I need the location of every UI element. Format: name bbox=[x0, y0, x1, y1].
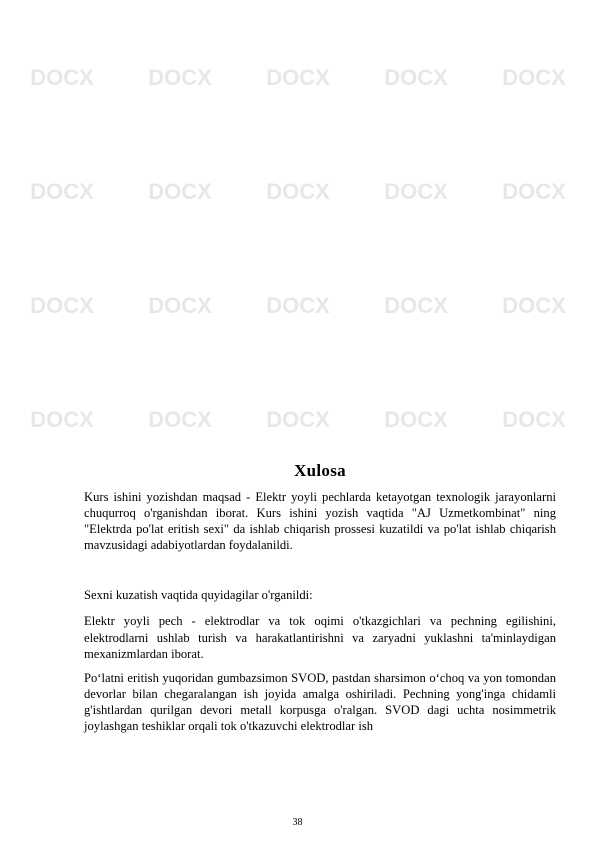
paragraph-furnace-description: Elektr yoyli pech - elektrodlar va tok oqimi o'tkazgichlari va pechning egilishini, elektrodlarni ushlab turish va harakatlantirishni va zaryadni yuklashni ta'minlaydigan mexanizmlardan iborat. bbox=[84, 614, 556, 661]
watermark: DOCX bbox=[148, 179, 212, 204]
watermark: DOCX bbox=[266, 293, 330, 318]
paragraph-observations-intro: Sexni kuzatish vaqtida quyidagilar o'rganildi: bbox=[84, 588, 313, 603]
watermark: DOCX bbox=[266, 407, 330, 432]
watermark: DOCX bbox=[30, 65, 94, 90]
watermark: DOCX bbox=[384, 293, 448, 318]
watermark: DOCX bbox=[502, 179, 566, 204]
watermark: DOCX bbox=[384, 179, 448, 204]
watermark: DOCX bbox=[30, 179, 94, 204]
page-number: 38 bbox=[292, 817, 303, 828]
watermark: DOCX bbox=[148, 293, 212, 318]
watermark: DOCX bbox=[266, 179, 330, 204]
document-body bbox=[84, 461, 556, 734]
watermark: DOCX bbox=[30, 293, 94, 318]
paragraph-melting-process: Po‘latni eritish yuqoridan gumbazsimon SVOD, pastdan sharsimon o‘choq va yon tomondan devorlar bilan chegaralangan ish joyida amalga oshiriladi. Pechning yong'inga chidamli g'ishtlardan qurilgan devori metall korpusga o'ralgan. SVOD dagi uchta nosimmetrik joylashgan teshiklar orqali tok o'tkazuvchi elektrodlar ish bbox=[84, 670, 556, 734]
watermark: DOCX bbox=[502, 407, 566, 432]
watermark: DOCX bbox=[502, 65, 566, 90]
watermark: DOCX bbox=[266, 65, 330, 90]
watermark: DOCX bbox=[502, 293, 566, 318]
watermark: DOCX bbox=[148, 65, 212, 90]
document-title: Xulosa bbox=[294, 461, 346, 480]
watermark: DOCX bbox=[148, 407, 212, 432]
paragraph-purpose: Kurs ishini yozishdan maqsad - Elektr yoyli pechlarda ketayotgan texnologik jarayonlarni chuqurroq o'rganishdan iborat. Kurs ishini yozish vaqtida "AJ Uzmetkombinat" ning "Elektrda po'lat eritish sexi" da ishlab chiqarish prossesi kuzatildi va po'lat ishlab chiqarish mavzusidagi adabiyotlardan foydalanildi. bbox=[84, 490, 556, 553]
watermark: DOCX bbox=[30, 407, 94, 432]
watermark: DOCX bbox=[384, 65, 448, 90]
watermark: DOCX bbox=[384, 407, 448, 432]
